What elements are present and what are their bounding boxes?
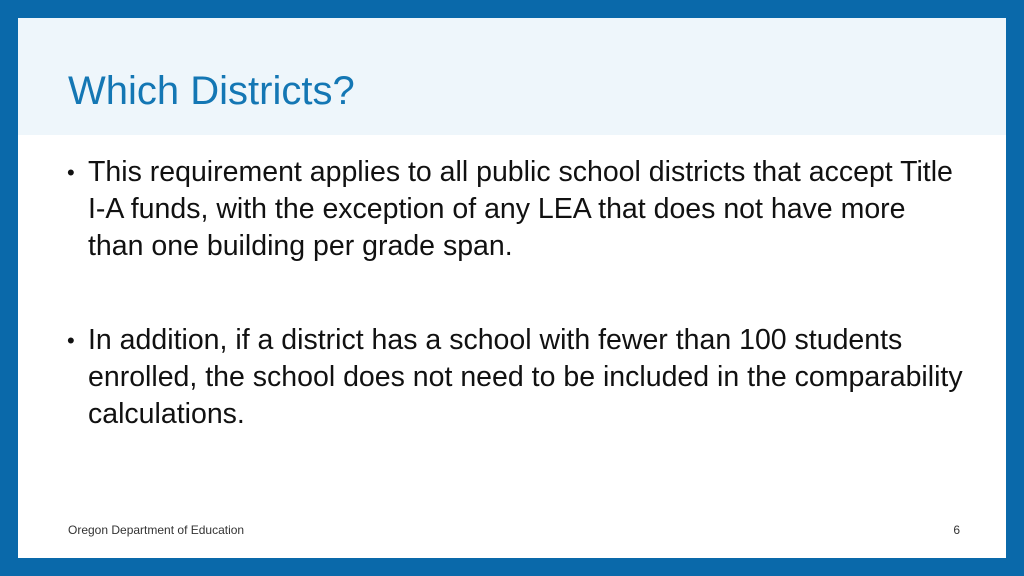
- bullet-text: In addition, if a district has a school with fewer than 100 students enrolled, the school does not need to be included in the comparability calculations.: [88, 324, 963, 430]
- bullet-item: [66, 154, 966, 265]
- title-band: [18, 18, 1006, 135]
- bullet-icon: •: [67, 328, 75, 353]
- bullet-list: [66, 154, 966, 433]
- footer-organization: Oregon Department of Education: [68, 523, 245, 537]
- slide-title: Which Districts?: [68, 69, 355, 113]
- page-number: 6: [953, 523, 960, 537]
- bullet-item: [66, 322, 966, 433]
- bullet-text: This requirement applies to all public school districts that accept Title I-A funds, with the exception of any LEA that does not have more than one building per grade span.: [88, 156, 953, 262]
- bullet-icon: •: [67, 160, 75, 185]
- slide: [18, 18, 1006, 558]
